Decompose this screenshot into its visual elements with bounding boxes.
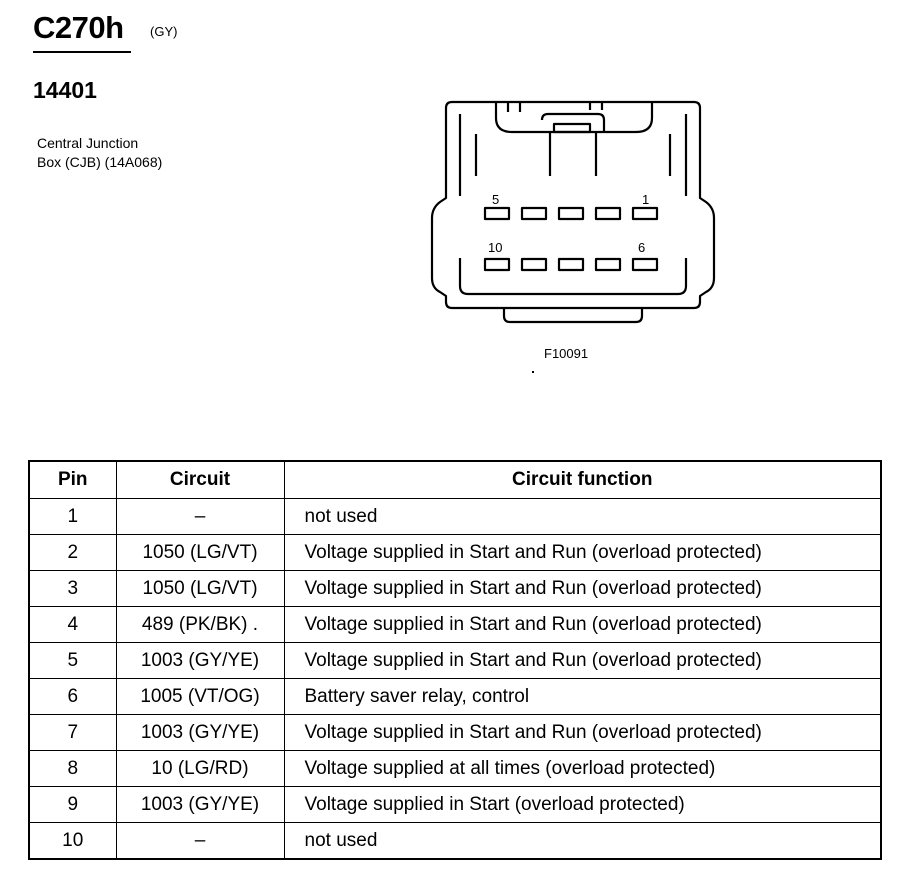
function-cell: Voltage supplied at all times (overload protected) <box>284 751 881 787</box>
table-row <box>29 715 881 751</box>
pin-cell: 10 <box>29 823 116 860</box>
pin-cell: 9 <box>29 787 116 823</box>
circuit-cell: 1050 (LG/VT) <box>116 571 284 607</box>
function-cell: Voltage supplied in Start and Run (overload protected) <box>284 643 881 679</box>
pin-cell: 1 <box>29 499 116 535</box>
pin-cell: 6 <box>29 679 116 715</box>
pin-label-1: 1 <box>642 192 650 207</box>
circuit-cell: 1003 (GY/YE) <box>116 643 284 679</box>
connector-id: C270h <box>33 10 124 45</box>
table-row <box>29 751 881 787</box>
figure-id: F10091 <box>544 346 589 361</box>
circuit-cell: 1050 (LG/VT) <box>116 535 284 571</box>
function-cell: Battery saver relay, control <box>284 679 881 715</box>
latch-notch <box>508 102 602 112</box>
title-underline <box>33 51 131 53</box>
latch-window <box>554 124 590 132</box>
pin-cavity-2 <box>596 208 620 219</box>
stray-dot <box>532 371 534 373</box>
bottom-lug <box>504 308 642 322</box>
function-cell: Voltage supplied in Start and Run (overload protected) <box>284 571 881 607</box>
pin-label-10: 10 <box>488 240 503 255</box>
circuit-cell: – <box>116 823 284 860</box>
description-line-1: Central Junction <box>37 135 139 151</box>
connector-face-diagram <box>430 98 716 330</box>
pin-label-6: 6 <box>638 240 646 255</box>
pin-cavity-8 <box>559 259 583 270</box>
circuit-cell: 489 (PK/BK) . <box>116 607 284 643</box>
pin-cavity-6 <box>633 259 657 270</box>
description-line-2: Box (CJB) (14A068) <box>37 154 163 170</box>
function-cell: Voltage supplied in Start and Run (overload protected) <box>284 607 881 643</box>
housing-inner-wall <box>460 114 686 196</box>
function-cell: Voltage supplied in Start and Run (overload protected) <box>284 535 881 571</box>
housing-inner-floor <box>460 258 686 294</box>
pin-cavity-10 <box>485 259 509 270</box>
pinout-table <box>28 460 882 860</box>
header-function: Circuit function <box>284 461 881 499</box>
pin-cavity-3 <box>559 208 583 219</box>
table-row <box>29 679 881 715</box>
function-cell: Voltage supplied in Start and Run (overload protected) <box>284 715 881 751</box>
header-pin: Pin <box>29 461 116 499</box>
pin-cell: 8 <box>29 751 116 787</box>
pin-cell: 5 <box>29 643 116 679</box>
pin-cell: 7 <box>29 715 116 751</box>
header-circuit: Circuit <box>116 461 284 499</box>
part-number: 14401 <box>33 77 97 103</box>
connector-description <box>37 134 162 172</box>
table-row <box>29 643 881 679</box>
table-row <box>29 823 881 860</box>
table-row <box>29 535 881 571</box>
table-row <box>29 607 881 643</box>
pin-cavity-7 <box>596 259 620 270</box>
pin-label-5: 5 <box>492 192 500 207</box>
function-cell: not used <box>284 823 881 860</box>
latch-bars <box>550 132 596 176</box>
function-cell: Voltage supplied in Start (overload protected) <box>284 787 881 823</box>
table-row <box>29 571 881 607</box>
table-row <box>29 499 881 535</box>
pin-cavity-4 <box>522 208 546 219</box>
latch-side-lines <box>476 134 670 176</box>
circuit-cell: 1003 (GY/YE) <box>116 715 284 751</box>
pin-cell: 3 <box>29 571 116 607</box>
pin-cavity-5 <box>485 208 509 219</box>
circuit-cell: – <box>116 499 284 535</box>
pin-cavity-9 <box>522 259 546 270</box>
circuit-cell: 1005 (VT/OG) <box>116 679 284 715</box>
pin-cavity-1 <box>633 208 657 219</box>
circuit-cell: 10 (LG/RD) <box>116 751 284 787</box>
connector-color-code: (GY) <box>150 24 178 39</box>
function-cell: not used <box>284 499 881 535</box>
pin-cell: 4 <box>29 607 116 643</box>
table-row <box>29 787 881 823</box>
table-header-row <box>29 461 881 499</box>
circuit-cell: 1003 (GY/YE) <box>116 787 284 823</box>
pin-cell: 2 <box>29 535 116 571</box>
